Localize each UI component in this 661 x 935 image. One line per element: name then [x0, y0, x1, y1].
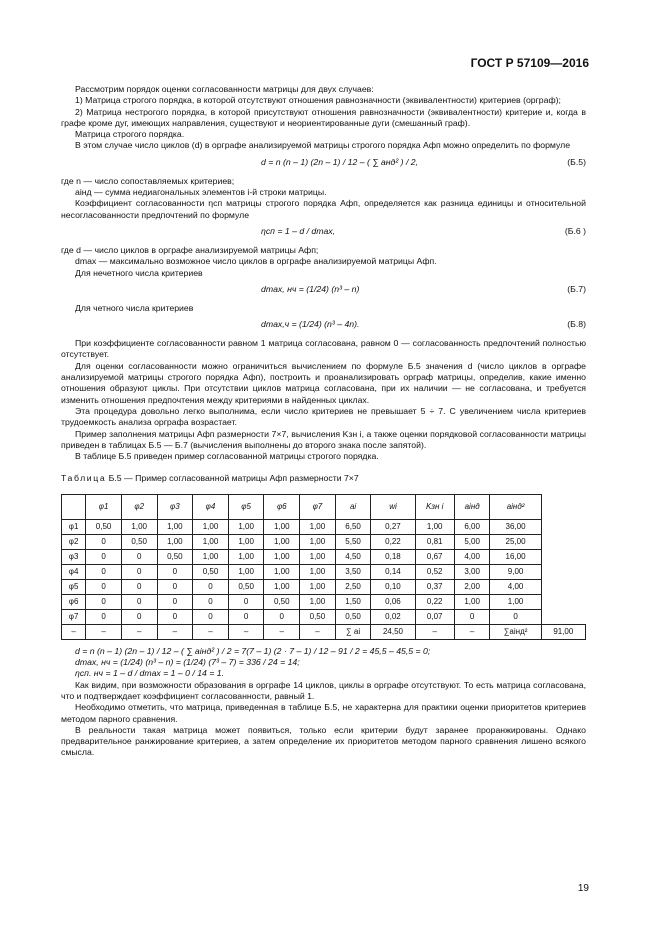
- table-cell: φ3: [62, 549, 86, 564]
- table-cell: 0: [121, 579, 157, 594]
- table-cell: 1,00: [415, 519, 454, 534]
- table-cell: 4,50: [335, 549, 371, 564]
- table-cell: 1,00: [121, 519, 157, 534]
- table-header-cell: φ2: [121, 494, 157, 519]
- after-paragraph-2: Необходимо отметить, что матрица, приведенная в таблице Б.5, не характерна для практики оценки приоритетов критериев методом парного сравнения.: [61, 702, 586, 724]
- table-header-cell: φ1: [86, 494, 122, 519]
- table-cell: 1,00: [300, 579, 336, 594]
- calculations: [61, 646, 586, 759]
- table-caption-rest: Б.5 — Пример согласованной матрицы Aфп размерности 7×7: [106, 473, 359, 484]
- table-cell: 0,50: [335, 609, 371, 624]
- calc-line-2: dmax, нч = (1/24) (n³ – n) = (1/24) (7³ – 7) = 336 / 24 = 14;: [75, 657, 300, 668]
- equation-b6-formula: ηсп = 1 – d / dmax,: [261, 225, 336, 236]
- table-cell: 1,00: [193, 534, 229, 549]
- table-cell: 0: [157, 579, 193, 594]
- table-cell: 1,00: [228, 519, 264, 534]
- table-cell: 3,00: [454, 564, 490, 579]
- table-cell: –: [228, 624, 264, 639]
- table-cell: 1,00: [193, 519, 229, 534]
- matrix-table: [61, 494, 586, 640]
- table-cell: 0: [193, 579, 229, 594]
- table-cell: 0: [157, 594, 193, 609]
- table-header-cell: φ3: [157, 494, 193, 519]
- table-row: [62, 579, 586, 594]
- table-cell: 4,00: [490, 579, 541, 594]
- table-cell: 0,67: [415, 549, 454, 564]
- body-paragraph-4: Пример заполнения матрицы Aфп размерности 7×7, вычисления Kзн i, а также оценки порядковой согласованности матрицы приведен в таблицах Б.5 — Б.7 (вычисления выполнены до второго знака после запятой).: [61, 428, 586, 450]
- table-cell: –: [454, 624, 490, 639]
- intro-line-5: В этом случае число циклов (d) в орграфе анализируемой матрицы строгого порядка Aфп можно определить по формуле: [75, 140, 571, 151]
- equation-b7-number: (Б.7): [567, 283, 586, 294]
- table-cell: 0,18: [371, 549, 415, 564]
- table-cell: 0: [86, 609, 122, 624]
- table-header-cell: Kзн i: [415, 494, 454, 519]
- table-cell: 0,07: [415, 609, 454, 624]
- table-cell: 1,00: [228, 564, 264, 579]
- intro-line-1: Рассмотрим порядок оценки согласованности матрицы для двух случаев:: [75, 84, 374, 94]
- table-row: [62, 594, 586, 609]
- calc-line-1: d = n (n – 1) (2n – 1) / 12 – ( ∑ aiнд² ) / 2 = 7(7 – 1) (2 · 7 – 1) / 12 – 91 / 2 = 45,5 – 45,5 = 0;: [75, 645, 431, 656]
- table-cell: 0,50: [193, 564, 229, 579]
- body-paragraph-2: Для оценки согласованности можно ограничиться вычислением по формуле Б.5 значения d (число циклов в орграфе анализируемой матрицы строгого порядка Aфп), построить и проанализировать орграф матрицы, определив, какие именно отношения образуют циклы. При отсутствии циклов матрица согласована, при их наличии — не согласована, и требуется изменить отношения предпочтения между критериями в найденных циклах.: [61, 360, 586, 405]
- table-cell: –: [300, 624, 336, 639]
- table-cell: 0: [193, 609, 229, 624]
- table-cell: 0: [86, 549, 122, 564]
- table-cell: 1,00: [300, 519, 336, 534]
- table-cell: 6,50: [335, 519, 371, 534]
- table-header-cell: aiнд²: [490, 494, 541, 519]
- table-cell: 0,14: [371, 564, 415, 579]
- table-cell: 25,00: [490, 534, 541, 549]
- table-cell: 1,00: [157, 534, 193, 549]
- table-cell: 0,50: [86, 519, 122, 534]
- table-cell: 1,00: [228, 534, 264, 549]
- table-cell: –: [193, 624, 229, 639]
- table-cell: 1,00: [264, 519, 300, 534]
- table-cell: 36,00: [490, 519, 541, 534]
- equation-b5-formula: d = n (n – 1) (2n – 1) / 12 – ( ∑ aнд² ) / 2,: [261, 156, 419, 167]
- table-header-cell: wi: [371, 494, 415, 519]
- equation-b5-number: (Б.5): [567, 156, 586, 167]
- table-cell: –: [415, 624, 454, 639]
- document-header: ГОСТ Р 57109—2016: [470, 56, 589, 70]
- equation-b8-formula: dmax,ч = (1/24) (n³ – 4n).: [261, 319, 360, 330]
- table-cell: ∑ ai: [335, 624, 371, 639]
- equation-b7-formula: dmax, нч = (1/24) (n³ – n): [261, 283, 360, 294]
- table-cell: 0,50: [264, 594, 300, 609]
- table-cell: 0,50: [157, 549, 193, 564]
- table-cell: 0,50: [300, 609, 336, 624]
- table-cell: 1,00: [300, 549, 336, 564]
- table-cell: 1,00: [300, 534, 336, 549]
- table-cell: 3,50: [335, 564, 371, 579]
- table-header-cell: aiнд: [454, 494, 490, 519]
- table-cell: 5,50: [335, 534, 371, 549]
- table-cell: 1,00: [264, 549, 300, 564]
- table-cell: 0: [121, 594, 157, 609]
- table-cell: φ5: [62, 579, 86, 594]
- table-row: [62, 624, 586, 639]
- table-cell: 1,00: [264, 564, 300, 579]
- table-cell: φ1: [62, 519, 86, 534]
- table-cell: 1,00: [454, 594, 490, 609]
- body-paragraph-5: В таблице Б.5 приведен пример согласованной матрицы строгого порядка.: [75, 451, 379, 462]
- where1-line-2: aiнд — сумма недиагональных элементов i-й строки матрицы.: [75, 187, 327, 198]
- table-cell: 1,00: [228, 549, 264, 564]
- table-cell: 0,22: [415, 594, 454, 609]
- table-cell: 0,50: [121, 534, 157, 549]
- table-cell: φ7: [62, 609, 86, 624]
- table-row: [62, 549, 586, 564]
- table-cell: 9,00: [490, 564, 541, 579]
- table-cell: 0,27: [371, 519, 415, 534]
- table-cell: 0: [490, 609, 541, 624]
- table-cell: 0: [264, 609, 300, 624]
- table-row: [62, 534, 586, 549]
- table-row: [62, 564, 586, 579]
- table-cell: 1,00: [490, 594, 541, 609]
- table-cell: 0: [86, 594, 122, 609]
- table-header-cell: ai: [335, 494, 371, 519]
- equation-b6-number: (Б.6 ): [564, 225, 586, 236]
- equation-b8: [61, 319, 586, 333]
- table-cell: 0: [121, 549, 157, 564]
- table-cell: 16,00: [490, 549, 541, 564]
- after-paragraph-1: Как видим, при возможности образования в орграфе 14 циклов, циклы в орграфе отсутствуют. То есть матрица согласована, что и подтверждает коэффициент согласованности, равный 1.: [61, 679, 586, 701]
- table-cell: 0: [157, 564, 193, 579]
- equation-b8-number: (Б.8): [567, 319, 586, 330]
- table-cell: –: [264, 624, 300, 639]
- table-cell: –: [62, 624, 86, 639]
- table-cell: 0: [228, 609, 264, 624]
- where1-line-3: Коэффициент согласованности ηсп матрицы строгого порядка Aфп, определяется как разница единицы и относительной несогласованности предпочтений по формуле: [61, 198, 586, 220]
- table-cell: 0,06: [371, 594, 415, 609]
- table-cell: –: [86, 624, 122, 639]
- equation-b5: [61, 157, 586, 171]
- where1-line-1: где n — число сопоставляемых критериев;: [61, 175, 235, 186]
- table-caption-word: Таблица: [61, 473, 107, 484]
- table-cell: 0: [454, 609, 490, 624]
- table-cell: 1,00: [157, 519, 193, 534]
- table-cell: 0,10: [371, 579, 415, 594]
- equation-b6: [61, 226, 586, 240]
- table-cell: 0,02: [371, 609, 415, 624]
- table-cell: 91,00: [541, 624, 585, 639]
- table-cell: 0: [121, 609, 157, 624]
- intro-line-3: 2) Матрица нестрогого порядка, в которой присутствуют отношения равнозначности (эквивалентности) критерие и, когда в графе кроме дуг, имеющих направления, существуют и неориентированные дуги (смешанный граф).: [61, 106, 586, 128]
- table-cell: –: [157, 624, 193, 639]
- table-cell: 0: [121, 564, 157, 579]
- table-cell: φ6: [62, 594, 86, 609]
- table-cell: 0,52: [415, 564, 454, 579]
- table-header-cell: φ6: [264, 494, 300, 519]
- table-cell: 1,00: [264, 534, 300, 549]
- table-cell: φ2: [62, 534, 86, 549]
- table-cell: 0: [86, 564, 122, 579]
- table-cell: 4,00: [454, 549, 490, 564]
- table-cell: 0,50: [228, 579, 264, 594]
- table-cell: 0: [86, 534, 122, 549]
- table-cell: 24,50: [371, 624, 415, 639]
- intro-line-4: Матрица строгого порядка.: [75, 129, 185, 140]
- table-cell: 1,00: [193, 549, 229, 564]
- table-row: [62, 519, 586, 534]
- table-cell: 0: [193, 594, 229, 609]
- where2-line-1: где d — число циклов в орграфе анализируемой матрицы Aфп;: [61, 244, 319, 255]
- page-content: [61, 84, 586, 759]
- after-paragraph-3: В реальности такая матрица может появиться, только если критерии будут заранее проранжированы. Однако предварительное ранжирование критериев, а затем определение их приоритетов методом парного сравнения лишено всякого смысла.: [61, 724, 586, 758]
- table-cell: ∑aiнд²: [490, 624, 541, 639]
- table-header-cell: φ5: [228, 494, 264, 519]
- body-paragraph-1: При коэффициенте согласованности равном 1 матрица согласована, равном 0 — согласованность предпочтений полностью отсутствует.: [61, 338, 586, 360]
- even-criteria-label: Для четного числа критериев: [75, 302, 194, 313]
- where2-line-2: dmax — максимально возможное число циклов в орграфе анализируемой матрицы Aфп.: [75, 256, 437, 267]
- equation-b7: [61, 284, 586, 298]
- intro-line-2: 1) Матрица строгого порядка, в которой отсутствуют отношения равнозначности (эквивалентности) критериев (орграф);: [75, 95, 561, 106]
- table-cell: 0: [228, 594, 264, 609]
- table-cell: 1,00: [300, 564, 336, 579]
- table-cell: φ4: [62, 564, 86, 579]
- table-cell: 2,50: [335, 579, 371, 594]
- table-cell: 1,00: [300, 594, 336, 609]
- table-cell: 1,00: [264, 579, 300, 594]
- table-cell: 0: [86, 579, 122, 594]
- where2-line-3: Для нечетного числа критериев: [75, 267, 203, 278]
- table-cell: –: [121, 624, 157, 639]
- table-cell: 0: [157, 609, 193, 624]
- table-cell: 0,22: [371, 534, 415, 549]
- table-cell: 1,50: [335, 594, 371, 609]
- table-row: [62, 609, 586, 624]
- table-header-cell: φ7: [300, 494, 336, 519]
- table-header-row: [62, 494, 586, 519]
- calc-line-3: ηсп. нч = 1 – d / dmax = 1 – 0 / 14 = 1.: [75, 668, 225, 679]
- table-cell: 0,81: [415, 534, 454, 549]
- page-number: 19: [577, 883, 589, 894]
- table-header-cell: φ4: [193, 494, 229, 519]
- table-cell: 2,00: [454, 579, 490, 594]
- body-paragraph-3: Эта процедура довольно легко выполнима, если число критериев не превышает 5 ÷ 7. С увеличением числа критериев трудоемкость анализа орграфа возрастает.: [61, 405, 586, 428]
- table-cell: 0,37: [415, 579, 454, 594]
- table-cell: 6,00: [454, 519, 490, 534]
- table-header-cell: [62, 494, 86, 519]
- table-cell: 5,00: [454, 534, 490, 549]
- table-caption: [61, 473, 586, 484]
